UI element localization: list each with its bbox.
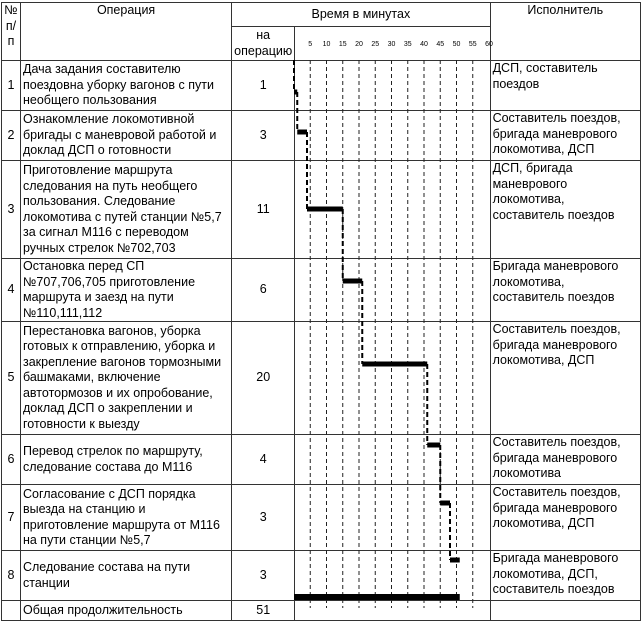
operation-minutes: 3 [232, 111, 295, 161]
operation-text: Перестановка вагонов, уборка готовых к отправлению, уборка и закрепление вагонов тормозными башмаками, включение автотормозов и их опробование, доклад ДСП о закреплении и готовности к выезду [20, 322, 231, 435]
row-number: 5 [2, 322, 21, 435]
header-per-op: на операцию [232, 27, 295, 61]
row-number: 2 [2, 111, 21, 161]
executor-text: ДСП, составитель поездов [490, 61, 640, 111]
operation-text: Приготовление маршрута следования на путь необщего пользования. Следование локомотива с путей станции №5,7 за сигнал М116 с переводом ручных стрелок №702,703 [20, 161, 231, 259]
header-num: № п/п [2, 3, 21, 61]
operation-text: Согласование с ДСП порядка выезда на станцию и приготовление маршрута от М116 на пути станции №5,7 [20, 485, 231, 551]
executor-text: Составитель поездов, бригада маневрового локомотива, ДСП [490, 485, 640, 551]
header-time: Время в минутах [232, 3, 490, 27]
executor-text: Бригада маневрового локомотива, составитель поездов [490, 259, 640, 322]
row-number: 7 [2, 485, 21, 551]
axis-tick-label: 50 [452, 41, 461, 48]
axis-tick-label: 45 [436, 41, 445, 48]
row-number: 3 [2, 161, 21, 259]
total-minutes: 51 [232, 601, 295, 621]
header-executor: Исполнитель [490, 3, 640, 61]
operation-minutes: 11 [232, 161, 295, 259]
axis-tick-label: 55 [468, 41, 477, 48]
axis-tick-label: 15 [338, 41, 347, 48]
axis-tick-label: 30 [387, 41, 396, 48]
row-number: 4 [2, 259, 21, 322]
axis-tick-label: 25 [371, 41, 380, 48]
operation-text: Следование состава на пути станции [20, 551, 231, 601]
axis-tick-label: 10 [322, 41, 331, 48]
executor-text: Бригада маневрового локомотива, ДСП, составитель поездов [490, 551, 640, 601]
executor-text: Составитель поездов, бригада маневрового локомотива, ДСП [490, 111, 640, 161]
operation-minutes: 1 [232, 61, 295, 111]
row-number: 8 [2, 551, 21, 601]
executor-text: ДСП, бригада маневрового локомотива, составитель поездов [490, 161, 640, 259]
operation-minutes: 6 [232, 259, 295, 322]
executor-text: Составитель поездов, бригада маневрового локомотива, ДСП [490, 322, 640, 435]
gantt-chart [293, 2, 491, 612]
row-number: 1 [2, 61, 21, 111]
total-label: Общая продолжительность [20, 601, 231, 621]
operation-text: Дача задания составителю поездовна уборку вагонов с пути необщего пользования [20, 61, 231, 111]
axis-tick-label: 35 [403, 41, 412, 48]
operation-minutes: 4 [232, 435, 295, 485]
axis-tick-label: 20 [355, 41, 363, 48]
operation-text: Перевод стрелок по маршруту, следование состава до М116 [20, 435, 231, 485]
row-number: 6 [2, 435, 21, 485]
operation-text: Остановка перед СП №707,706,705 приготовление маршрута и заезд на пути №110,111,112 [20, 259, 231, 322]
operation-text: Ознакомление локомотивной бригады с маневровой работой и доклад ДСП о готовности [20, 111, 231, 161]
operation-minutes: 20 [232, 322, 295, 435]
operation-minutes: 3 [232, 551, 295, 601]
axis-tick-label: 5 [308, 41, 313, 48]
axis-tick-label: 60 [485, 41, 493, 48]
operation-minutes: 3 [232, 485, 295, 551]
header-operation: Операция [20, 3, 231, 61]
axis-tick-label: 40 [420, 41, 428, 48]
executor-text: Составитель поездов, бригада маневрового локомотива [490, 435, 640, 485]
